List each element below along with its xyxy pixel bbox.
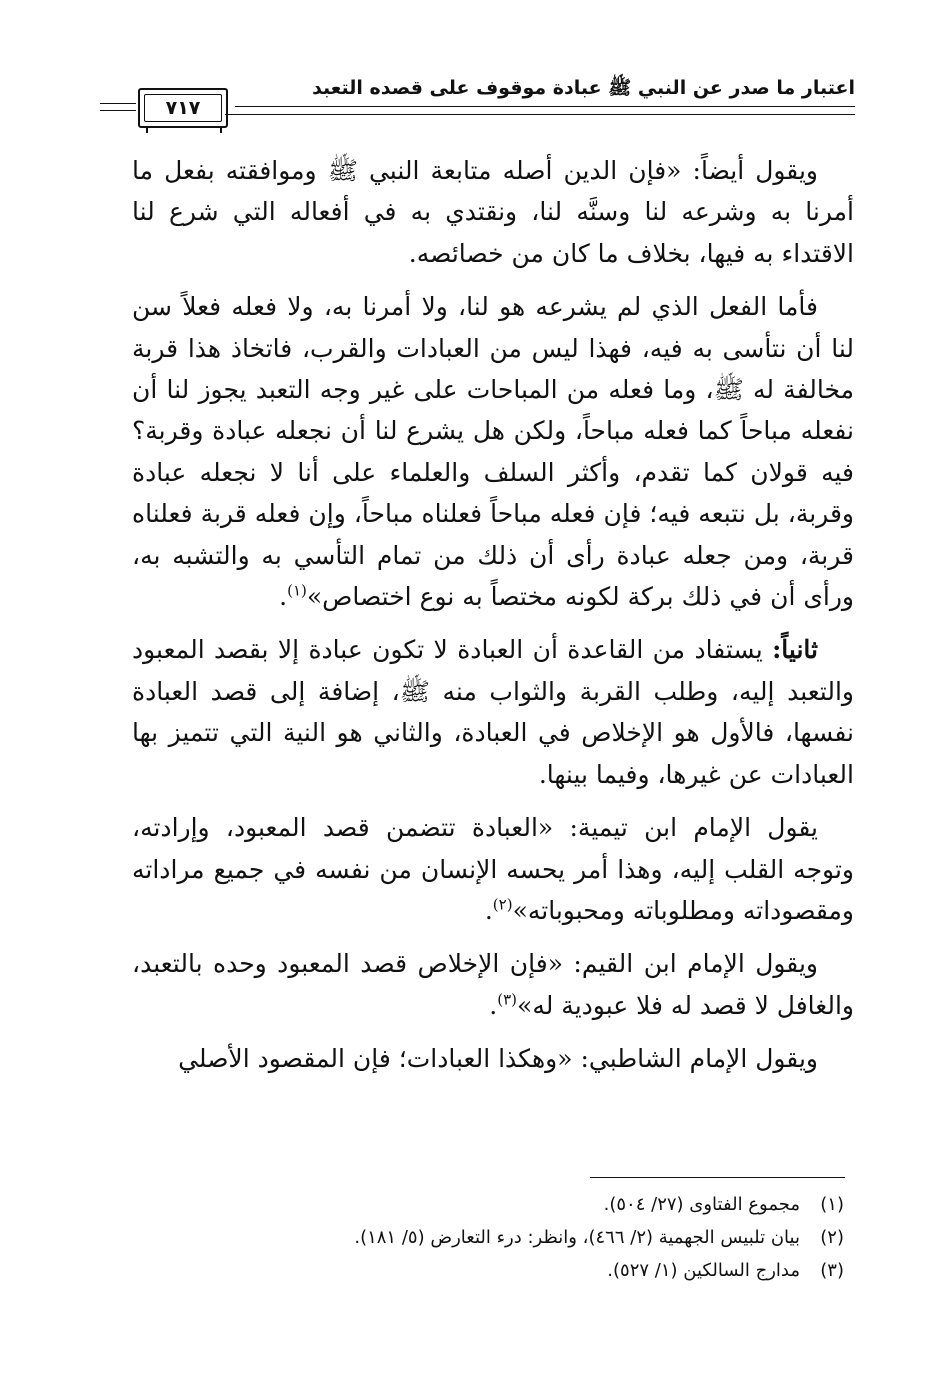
footnote-number: (٣) bbox=[820, 1260, 844, 1281]
footnote-ref[interactable]: (١) bbox=[287, 581, 307, 600]
footnote-separator bbox=[590, 1177, 845, 1178]
footnote-text: مدارج السالكين (١/ ٥٢٧). bbox=[607, 1260, 800, 1281]
page-number-frame bbox=[100, 88, 240, 138]
paragraph-2: فأما الفعل الذي لم يشرعه هو لنا، ولا أمرنا به، ولا فعله فعلاً سن لنا أن نتأسى به فيه، فهذا ليس من العبادات والقرب، فاتخاذ هذا قربة مخالفة له ﷺ، وما فعله من المباحات على غير وجه التعبد يجوز لنا أن نفعله مباحاً كما فعله مباحاً، ولكن هل يشرع لنا أن نجعله عبادة وقربة؟ فيه قولان كما تقدم، وأكثر السلف والعلماء على أنا لا نجعله عبادة وقربة، بل نتبعه فيه؛ فإن فعله مباحاً فعلناه مباحاً، وإن فعله قربة فعلناه قربة، ومن جعله عبادة رأى أن ذلك من تمام التأسي به والتشبه به، ورأى أن في ذلك بركة لكونه مختصاً به نوع اختصاص»$^{(١)}$. bbox=[132, 292, 854, 612]
paragraph-5: ويقول الإمام ابن القيم: «فإن الإخلاص قصد المعبود وحده بالتعبد، والغافل لا قصد له فلا عبودية له»$^{(٣)}$. bbox=[132, 949, 854, 1020]
paragraph-1 bbox=[132, 150, 854, 274]
paragraph-text: يستفاد من القاعدة أن العبادة لا تكون عبادة إلا بقصد المعبود والتعبد إليه، وطلب القربة والثواب منه ﷺ، إضافة إلى قصد العبادة نفسها، فالأول هو الإخلاص في العبادة، والثاني هو النية التي تتميز بها العبادات عن غيرها، وفيما بينها. bbox=[132, 635, 854, 789]
page-number-rule bbox=[100, 110, 136, 111]
paragraph-text: يقول الإمام ابن تيمية: «العبادة تتضمن قصد المعبود، وإرادته، وتوجه القلب إليه، وهذا أمر يحسه الإنسان من نفسه في جميع مراداته ومقصوداته ومطلوباته ومحبوباته» bbox=[132, 813, 854, 925]
page-header bbox=[100, 70, 855, 140]
footnote-ref[interactable]: (٢) bbox=[492, 895, 513, 914]
paragraph-text: ويقول الإمام ابن القيم: «فإن الإخلاص قصد المعبود وحده بالتعبد، والغافل لا قصد له فلا عبودية له» bbox=[132, 949, 854, 1020]
running-title: اعتبار ما صدر عن النبي ﷺ عبادة موقوف على قصده التعبد bbox=[312, 77, 855, 99]
main-text bbox=[132, 150, 854, 1092]
footnote-item bbox=[132, 1221, 844, 1254]
footnote-number: (٢) bbox=[820, 1227, 844, 1248]
paragraph-3 bbox=[132, 629, 854, 795]
paragraph-6 bbox=[132, 1038, 854, 1079]
footnote-text: مجموع الفتاوى (٢٧/ ٥٠٤). bbox=[603, 1194, 800, 1215]
header-rule bbox=[235, 106, 855, 107]
page-number: ٧١٧ bbox=[144, 94, 222, 122]
footnote-ref[interactable]: (٣) bbox=[497, 990, 518, 1009]
paragraph-4: يقول الإمام ابن تيمية: «العبادة تتضمن قصد المعبود، وإرادته، وتوجه القلب إليه، وهذا أمر يحسه الإنسان من نفسه في جميع مراداته ومقصوداته ومطلوباته ومحبوباته»$^{(٢)}$. bbox=[132, 813, 854, 925]
footnote-item bbox=[132, 1188, 844, 1221]
paragraph-text: ويقول أيضاً: «فإن الدين أصله متابعة النبي ﷺ وموافقته بفعل ما أمرنا به وشرعه لنا وسنَّه لنا، ونقتدي به في أفعاله التي شرع لنا الاقتداء به فيها، بخلاف ما كان من خصائصه. bbox=[132, 156, 854, 268]
footnote-number: (١) bbox=[820, 1194, 844, 1215]
paragraph-text: ويقول الإمام الشاطبي: «وهكذا العبادات؛ فإن المقصود الأصلي bbox=[178, 1044, 818, 1074]
paragraph-text: فأما الفعل الذي لم يشرعه هو لنا، ولا أمرنا به، ولا فعله فعلاً سن لنا أن نتأسى به فيه، فهذا ليس من العبادات والقرب، فاتخاذ هذا قربة مخالفة له ﷺ، وما فعله من المباحات على غير وجه التعبد يجوز لنا أن نفعله مباحاً كما فعله مباحاً، ولكن هل يشرع لنا أن نجعله عبادة وقربة؟ فيه قولان كما تقدم، وأكثر السلف والعلماء على أنا لا نجعله عبادة وقربة، بل نتبعه فيه؛ فإن فعله مباحاً فعلناه مباحاً، وإن فعله قربة فعلناه قربة، ومن جعله عبادة رأى أن ذلك من تمام التأسي به والتشبه به، ورأى أن في ذلك بركة لكونه مختصاً به نوع اختصاص» bbox=[132, 292, 854, 612]
page-number-rule bbox=[100, 103, 136, 104]
header-rule-double bbox=[225, 114, 855, 115]
footnote-item bbox=[132, 1254, 844, 1287]
page-number-box bbox=[138, 88, 228, 128]
page-number-ornament bbox=[146, 128, 222, 133]
footnotes bbox=[132, 1188, 844, 1287]
footnote-text: بيان تلبيس الجهمية (٢/ ٤٦٦)، وانظر: درء التعارض (٥/ ١٨١). bbox=[354, 1227, 800, 1248]
paragraph-lead: ثانياً: bbox=[772, 635, 818, 665]
